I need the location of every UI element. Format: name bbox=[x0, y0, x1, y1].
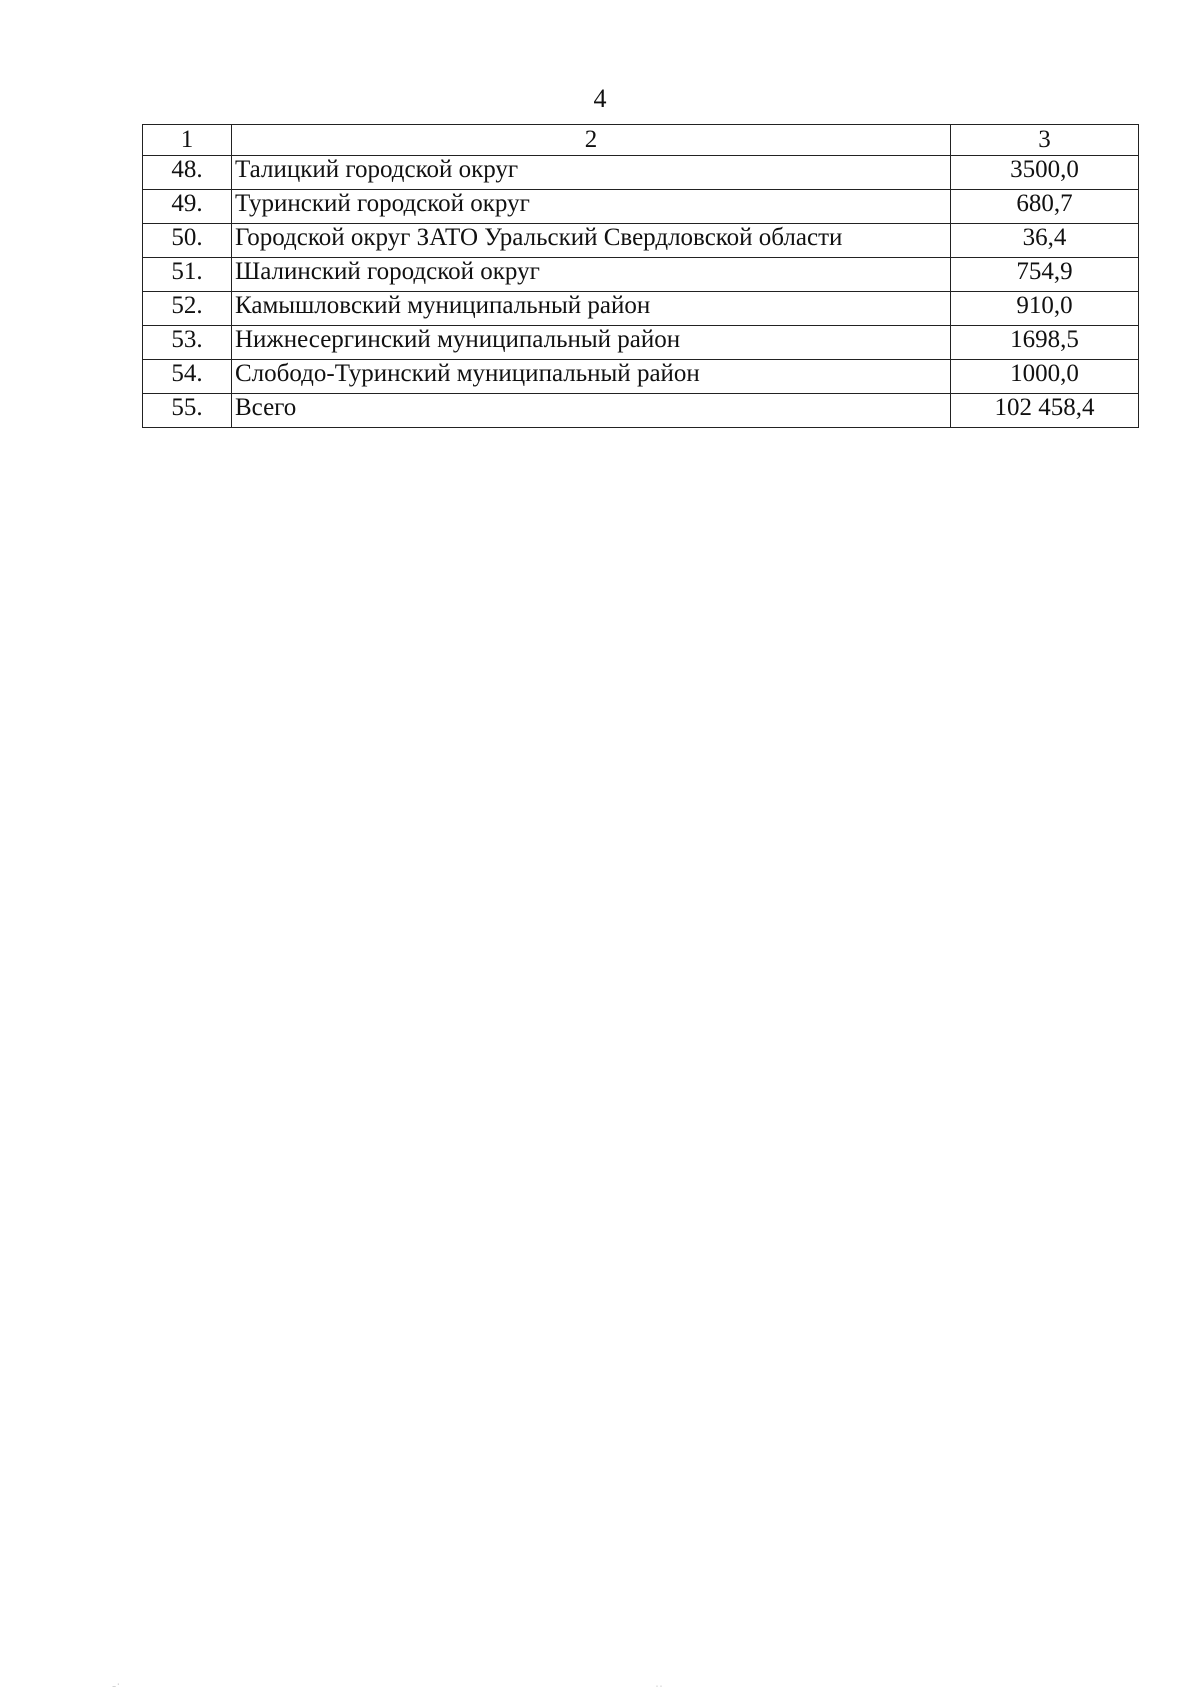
scan-artifact-mark: ˙˙ bbox=[655, 1685, 663, 1694]
table-row bbox=[143, 292, 1139, 326]
row-name: Камышловский муниципальный район bbox=[232, 292, 951, 326]
row-value: 3500,0 bbox=[951, 156, 1139, 190]
row-number: 48. bbox=[143, 156, 232, 190]
allocation-table bbox=[142, 124, 1139, 428]
row-name: Слободо-Туринский муниципальный район bbox=[232, 360, 951, 394]
row-number: 52. bbox=[143, 292, 232, 326]
row-name: Нижнесергинский муниципальный район bbox=[232, 326, 951, 360]
row-value: 102 458,4 bbox=[951, 394, 1139, 428]
row-number: 51. bbox=[143, 258, 232, 292]
row-number: 54. bbox=[143, 360, 232, 394]
row-value: 754,9 bbox=[951, 258, 1139, 292]
row-name: Туринский городской округ bbox=[232, 190, 951, 224]
row-value: 36,4 bbox=[951, 224, 1139, 258]
row-name: Талицкий городской округ bbox=[232, 156, 951, 190]
row-name: Шалинский городской округ bbox=[232, 258, 951, 292]
row-value: 680,7 bbox=[951, 190, 1139, 224]
table-row-total bbox=[143, 394, 1139, 428]
row-name: Всего bbox=[232, 394, 951, 428]
header-cell-2: 2 bbox=[232, 125, 951, 156]
header-cell-1: 1 bbox=[143, 125, 232, 156]
row-name: Городской округ ЗАТО Уральский Свердловской области bbox=[232, 224, 951, 258]
row-value: 1698,5 bbox=[951, 326, 1139, 360]
row-number: 49. bbox=[143, 190, 232, 224]
table-row bbox=[143, 360, 1139, 394]
table-row bbox=[143, 224, 1139, 258]
table-row bbox=[143, 258, 1139, 292]
row-number: 50. bbox=[143, 224, 232, 258]
table-row bbox=[143, 190, 1139, 224]
row-number: 53. bbox=[143, 326, 232, 360]
table-row bbox=[143, 156, 1139, 190]
row-value: 1000,0 bbox=[951, 360, 1139, 394]
table-header-row bbox=[143, 125, 1139, 156]
header-cell-3: 3 bbox=[951, 125, 1139, 156]
table-row bbox=[143, 326, 1139, 360]
row-value: 910,0 bbox=[951, 292, 1139, 326]
row-number: 55. bbox=[143, 394, 232, 428]
scan-artifact-mark: ⁻˙ bbox=[112, 1683, 121, 1692]
page-number: 4 bbox=[593, 84, 607, 113]
